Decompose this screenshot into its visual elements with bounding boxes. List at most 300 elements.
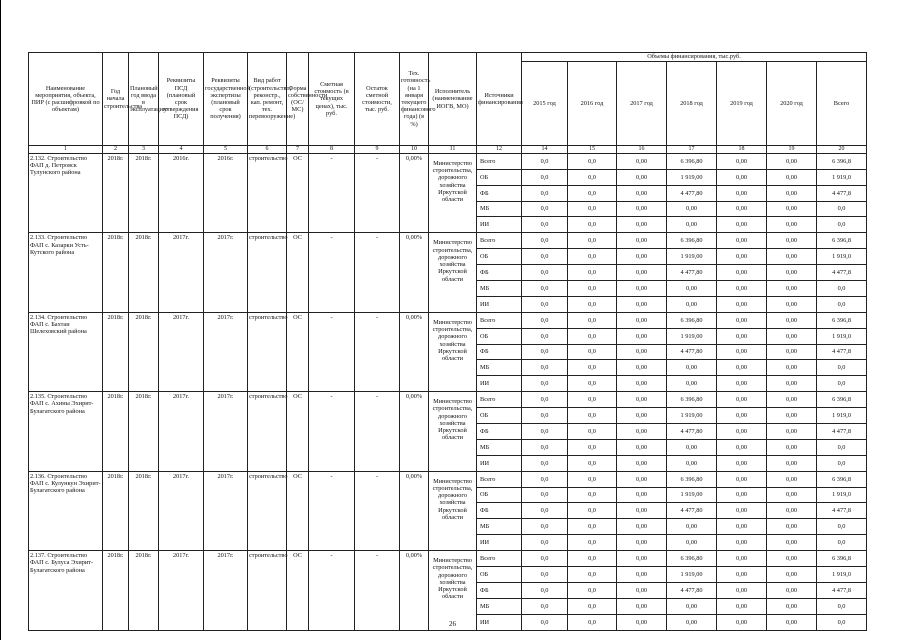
amount-cell: 0,00 — [617, 614, 667, 630]
amount-cell: 0,00 — [617, 535, 667, 551]
amount-cell: 0,0 — [817, 201, 867, 217]
amount-cell: 4 477,80 — [667, 503, 717, 519]
amount-cell: 0,0 — [568, 503, 617, 519]
amount-cell: 4 477,80 — [667, 582, 717, 598]
amount-cell: 0,00 — [717, 567, 767, 583]
remaining-cost: - — [355, 471, 400, 550]
amount-cell: 0,00 — [767, 281, 817, 297]
amount-cell: 0,00 — [717, 582, 767, 598]
table-row — [29, 312, 867, 328]
column-number: 10 — [400, 146, 429, 154]
psd-date: 2017г. — [159, 392, 204, 471]
amount-cell: 0,00 — [617, 217, 667, 233]
funding-source: ФБ — [477, 185, 522, 201]
amount-cell: 1 919,00 — [667, 249, 717, 265]
amount-cell: 0,0 — [568, 217, 617, 233]
psd-date: 2016г. — [159, 153, 204, 232]
amount-cell: 0,0 — [522, 201, 568, 217]
header-readiness: Тех. готовность (на 1 января текущего финансового года) (в %) — [400, 53, 429, 146]
amount-cell: 0,0 — [568, 551, 617, 567]
amount-cell: 0,00 — [717, 408, 767, 424]
amount-cell: 0,00 — [617, 153, 667, 169]
amount-cell: 0,0 — [817, 598, 867, 614]
start-year: 2018г. — [103, 233, 129, 312]
ownership: ОС — [287, 551, 309, 630]
amount-cell: 0,00 — [767, 551, 817, 567]
amount-cell: 0,0 — [522, 519, 568, 535]
ownership: ОС — [287, 233, 309, 312]
object-name: 2.137. Строительство ФАП с. Булуса Эхирит-Булагатского района — [29, 551, 103, 630]
amount-cell: 0,0 — [522, 312, 568, 328]
amount-cell: 0,00 — [617, 487, 667, 503]
amount-cell: 0,00 — [667, 598, 717, 614]
amount-cell: 0,00 — [617, 471, 667, 487]
funding-source: ОБ — [477, 169, 522, 185]
work-type: строительство — [248, 153, 287, 232]
funding-source: ОБ — [477, 249, 522, 265]
table-row — [29, 153, 867, 169]
amount-cell: 0,00 — [767, 265, 817, 281]
header-year: 2018 год — [667, 62, 717, 146]
column-number: 17 — [667, 146, 717, 154]
amount-cell: 0,0 — [522, 169, 568, 185]
amount-cell: 0,0 — [568, 487, 617, 503]
work-type: строительство — [248, 551, 287, 630]
amount-cell: 0,0 — [568, 598, 617, 614]
table-row — [29, 392, 867, 408]
amount-cell: 0,0 — [817, 281, 867, 297]
amount-cell: 0,0 — [522, 614, 568, 630]
start-year: 2018г. — [103, 153, 129, 232]
amount-cell: 0,00 — [717, 598, 767, 614]
executor: Министерство строительства, дорожного хозяйства Иркутской области — [429, 471, 477, 550]
column-number: 7 — [287, 146, 309, 154]
start-year: 2018г. — [103, 551, 129, 630]
funding-source: Всего — [477, 233, 522, 249]
psd-date: 2017г. — [159, 233, 204, 312]
readiness: 0,00% — [400, 551, 429, 630]
amount-cell: 0,0 — [522, 551, 568, 567]
remaining-cost: - — [355, 551, 400, 630]
amount-cell: 1 919,00 — [667, 408, 717, 424]
amount-cell: 0,00 — [617, 567, 667, 583]
funding-source: ФБ — [477, 265, 522, 281]
table-row — [29, 233, 867, 249]
amount-cell: 0,0 — [568, 233, 617, 249]
expertise-date: 2017г. — [204, 233, 248, 312]
expertise-date: 2017г. — [204, 551, 248, 630]
amount-cell: 0,0 — [568, 376, 617, 392]
object-name: 2.133. Строительство ФАП с. Казарки Усть-Кутского района — [29, 233, 103, 312]
amount-cell: 0,00 — [717, 455, 767, 471]
amount-cell: 0,00 — [717, 471, 767, 487]
amount-cell: 4 477,80 — [667, 265, 717, 281]
amount-cell: 4 477,80 — [667, 424, 717, 440]
funding-source: МБ — [477, 281, 522, 297]
amount-cell: 0,0 — [568, 344, 617, 360]
commission-year: 2018г. — [129, 233, 159, 312]
start-year: 2018г. — [103, 471, 129, 550]
amount-cell: 0,00 — [717, 217, 767, 233]
amount-cell: 0,0 — [568, 439, 617, 455]
amount-cell: 0,00 — [667, 614, 717, 630]
amount-cell: 4 477,80 — [667, 344, 717, 360]
amount-cell: 0,00 — [717, 185, 767, 201]
amount-cell: 0,00 — [617, 360, 667, 376]
amount-cell: 0,0 — [522, 328, 568, 344]
funding-source: МБ — [477, 598, 522, 614]
amount-cell: 0,0 — [568, 455, 617, 471]
funding-source: МБ — [477, 439, 522, 455]
amount-cell: 0,00 — [717, 281, 767, 297]
amount-cell: 0,00 — [767, 408, 817, 424]
commission-year: 2018г. — [129, 471, 159, 550]
header-sources: Источники финансирования — [477, 53, 522, 146]
amount-cell: 0,0 — [568, 265, 617, 281]
readiness: 0,00% — [400, 392, 429, 471]
column-number: 9 — [355, 146, 400, 154]
header-year: 2020 год — [767, 62, 817, 146]
page-number: 26 — [449, 620, 456, 628]
amount-cell: 0,0 — [568, 471, 617, 487]
funding-source: ОБ — [477, 487, 522, 503]
amount-cell: 0,00 — [617, 281, 667, 297]
amount-cell: 0,00 — [617, 392, 667, 408]
funding-source: Всего — [477, 551, 522, 567]
amount-cell: 0,00 — [767, 487, 817, 503]
amount-cell: 0,00 — [767, 519, 817, 535]
amount-cell: 0,00 — [667, 439, 717, 455]
funding-source: ОБ — [477, 408, 522, 424]
amount-cell: 0,0 — [522, 217, 568, 233]
amount-cell: 0,00 — [617, 312, 667, 328]
amount-cell: 0,0 — [568, 392, 617, 408]
object-name: 2.132. Строительство ФАП д. Петровск Тулунского района — [29, 153, 103, 232]
psd-date: 2017г. — [159, 551, 204, 630]
amount-cell: 0,0 — [568, 201, 617, 217]
executor: Министерство строительства, дорожного хозяйства Иркутской области — [429, 551, 477, 630]
amount-cell: 0,00 — [767, 455, 817, 471]
readiness: 0,00% — [400, 153, 429, 232]
header-estimated-cost: Сметная стоимость (в текущих ценах), тыс. руб. — [309, 53, 355, 146]
amount-cell: 0,00 — [767, 185, 817, 201]
header-commission-year: Плановый год ввода в эксплуатацию — [129, 53, 159, 146]
funding-source: ФБ — [477, 424, 522, 440]
column-number: 16 — [617, 146, 667, 154]
amount-cell: 0,00 — [717, 265, 767, 281]
column-number: 15 — [568, 146, 617, 154]
funding-source: ИИ — [477, 455, 522, 471]
funding-source: МБ — [477, 519, 522, 535]
funding-source: ФБ — [477, 344, 522, 360]
amount-cell: 0,0 — [568, 153, 617, 169]
amount-cell: 0,0 — [522, 265, 568, 281]
executor: Министерство строительства, дорожного хозяйства Иркутской области — [429, 312, 477, 391]
amount-cell: 0,00 — [767, 312, 817, 328]
amount-cell: 0,00 — [617, 201, 667, 217]
column-number: 12 — [477, 146, 522, 154]
amount-cell: 0,00 — [667, 281, 717, 297]
funding-source: Всего — [477, 312, 522, 328]
amount-cell: 0,00 — [717, 233, 767, 249]
amount-cell: 0,00 — [617, 376, 667, 392]
amount-cell: 0,00 — [667, 296, 717, 312]
amount-cell: 0,00 — [767, 614, 817, 630]
estimated-cost: - — [309, 551, 355, 630]
amount-cell: 1 919,0 — [817, 328, 867, 344]
amount-cell: 0,00 — [667, 376, 717, 392]
amount-cell: 0,00 — [617, 249, 667, 265]
amount-cell: 0,00 — [617, 265, 667, 281]
amount-cell: 0,0 — [522, 598, 568, 614]
column-number: 2 — [103, 146, 129, 154]
amount-cell: 0,0 — [522, 424, 568, 440]
amount-cell: 1 919,0 — [817, 249, 867, 265]
amount-cell: 0,00 — [767, 582, 817, 598]
amount-cell: 4 477,8 — [817, 185, 867, 201]
amount-cell: 0,00 — [717, 360, 767, 376]
amount-cell: 0,00 — [717, 392, 767, 408]
amount-cell: 0,00 — [767, 249, 817, 265]
table-body — [29, 153, 867, 630]
amount-cell: 0,0 — [568, 312, 617, 328]
amount-cell: 0,00 — [767, 217, 817, 233]
amount-cell: 0,0 — [817, 439, 867, 455]
psd-date: 2017г. — [159, 312, 204, 391]
amount-cell: 0,00 — [767, 296, 817, 312]
amount-cell: 0,0 — [568, 169, 617, 185]
amount-cell: 0,00 — [767, 439, 817, 455]
amount-cell: 0,00 — [767, 376, 817, 392]
estimated-cost: - — [309, 153, 355, 232]
amount-cell: 0,00 — [617, 598, 667, 614]
amount-cell: 0,00 — [767, 169, 817, 185]
column-number: 4 — [159, 146, 204, 154]
amount-cell: 0,0 — [522, 455, 568, 471]
amount-cell: 0,00 — [717, 296, 767, 312]
amount-cell: 0,0 — [568, 567, 617, 583]
amount-cell: 0,0 — [522, 376, 568, 392]
amount-cell: 0,0 — [522, 249, 568, 265]
amount-cell: 0,00 — [767, 344, 817, 360]
amount-cell: 0,0 — [817, 455, 867, 471]
amount-cell: 0,00 — [767, 201, 817, 217]
amount-cell: 0,00 — [717, 169, 767, 185]
start-year: 2018г. — [103, 312, 129, 391]
amount-cell: 0,00 — [767, 567, 817, 583]
amount-cell: 0,0 — [568, 614, 617, 630]
amount-cell: 0,0 — [817, 535, 867, 551]
amount-cell: 0,00 — [617, 503, 667, 519]
estimated-cost: - — [309, 392, 355, 471]
amount-cell: 0,0 — [568, 424, 617, 440]
amount-cell: 0,00 — [617, 408, 667, 424]
amount-cell: 1 919,00 — [667, 169, 717, 185]
amount-cell: 0,00 — [717, 344, 767, 360]
table-row — [29, 471, 867, 487]
object-name: 2.136. Строительство ФАП с. Кулункун Эхирит-Булагатского района — [29, 471, 103, 550]
work-type: строительство — [248, 233, 287, 312]
amount-cell: 6 396,8 — [817, 312, 867, 328]
amount-cell: 4 477,8 — [817, 582, 867, 598]
amount-cell: 0,0 — [817, 360, 867, 376]
amount-cell: 6 396,8 — [817, 551, 867, 567]
amount-cell: 0,0 — [568, 408, 617, 424]
amount-cell: 0,00 — [717, 519, 767, 535]
start-year: 2018г. — [103, 392, 129, 471]
amount-cell: 0,0 — [522, 281, 568, 297]
amount-cell: 0,00 — [667, 201, 717, 217]
amount-cell: 0,00 — [617, 344, 667, 360]
work-type: строительство — [248, 392, 287, 471]
amount-cell: 6 396,8 — [817, 153, 867, 169]
amount-cell: 1 919,0 — [817, 169, 867, 185]
amount-cell: 0,0 — [522, 360, 568, 376]
amount-cell: 0,00 — [767, 392, 817, 408]
header-financing-group: Объемы финансирования, тыс.руб. — [522, 53, 867, 62]
expertise-date: 2016г. — [204, 153, 248, 232]
column-number: 19 — [767, 146, 817, 154]
amount-cell: 0,0 — [568, 296, 617, 312]
remaining-cost: - — [355, 153, 400, 232]
funding-source: ИИ — [477, 376, 522, 392]
amount-cell: 0,0 — [522, 153, 568, 169]
object-name: 2.135. Строительство ФАП с. Ахины Эхирит-Булагатского района — [29, 392, 103, 471]
amount-cell: 0,00 — [617, 551, 667, 567]
executor: Министерство строительства, дорожного хозяйства Иркутской области — [429, 233, 477, 312]
column-number: 5 — [204, 146, 248, 154]
header-year: 2016 год — [568, 62, 617, 146]
amount-cell: 0,00 — [767, 328, 817, 344]
amount-cell: 0,00 — [617, 582, 667, 598]
amount-cell: 0,00 — [717, 614, 767, 630]
amount-cell: 4 477,8 — [817, 265, 867, 281]
amount-cell: 0,0 — [568, 519, 617, 535]
amount-cell: 0,00 — [617, 233, 667, 249]
funding-source: ОБ — [477, 567, 522, 583]
amount-cell: 0,0 — [522, 344, 568, 360]
amount-cell: 0,0 — [522, 392, 568, 408]
amount-cell: 1 919,00 — [667, 567, 717, 583]
amount-cell: 0,0 — [522, 567, 568, 583]
amount-cell: 6 396,80 — [667, 312, 717, 328]
column-number: 8 — [309, 146, 355, 154]
amount-cell: 1 919,0 — [817, 487, 867, 503]
table-row — [29, 551, 867, 567]
header-name: Наименование мероприятия, объекта, ПИР (с расшифровкой по объектам) — [29, 53, 103, 146]
column-numbers-row — [29, 146, 867, 154]
amount-cell: 6 396,8 — [817, 471, 867, 487]
amount-cell: 0,0 — [522, 535, 568, 551]
funding-source: Всего — [477, 392, 522, 408]
amount-cell: 1 919,00 — [667, 328, 717, 344]
amount-cell: 0,00 — [717, 439, 767, 455]
funding-source: Всего — [477, 471, 522, 487]
funding-source: ИИ — [477, 296, 522, 312]
column-number: 3 — [129, 146, 159, 154]
amount-cell: 0,00 — [767, 503, 817, 519]
funding-source: ИИ — [477, 217, 522, 233]
funding-source: ОБ — [477, 328, 522, 344]
amount-cell: 0,00 — [767, 233, 817, 249]
amount-cell: 1 919,0 — [817, 408, 867, 424]
amount-cell: 0,00 — [717, 249, 767, 265]
header-start-year: Год начала строительства — [103, 53, 129, 146]
amount-cell: 0,0 — [522, 296, 568, 312]
commission-year: 2018г. — [129, 551, 159, 630]
amount-cell: 4 477,80 — [667, 185, 717, 201]
amount-cell: 0,00 — [767, 471, 817, 487]
header-remaining-cost: Остаток сметной стоимости, тыс. руб. — [355, 53, 400, 146]
column-number: 6 — [248, 146, 287, 154]
header-year: 2019 год — [717, 62, 767, 146]
amount-cell: 0,0 — [568, 249, 617, 265]
readiness: 0,00% — [400, 233, 429, 312]
remaining-cost: - — [355, 312, 400, 391]
amount-cell: 0,0 — [568, 328, 617, 344]
funding-source: ФБ — [477, 582, 522, 598]
header-expertise: Реквизиты государственной экспертизы (плановый срок получения) — [204, 53, 248, 146]
page-left-edge — [0, 0, 1, 640]
amount-cell: 0,0 — [817, 376, 867, 392]
amount-cell: 0,0 — [817, 519, 867, 535]
amount-cell: 4 477,8 — [817, 503, 867, 519]
header-year: 2015 год — [522, 62, 568, 146]
header-work-type: Вид работ (строительство, реконстр., кап. ремонт, тех. перевооружение) — [248, 53, 287, 146]
amount-cell: 0,00 — [617, 519, 667, 535]
amount-cell: 0,0 — [568, 360, 617, 376]
amount-cell: 0,0 — [817, 296, 867, 312]
commission-year: 2018г. — [129, 392, 159, 471]
column-number: 14 — [522, 146, 568, 154]
amount-cell: 1 919,0 — [817, 567, 867, 583]
amount-cell: 1 919,00 — [667, 487, 717, 503]
funding-source: МБ — [477, 201, 522, 217]
amount-cell: 0,00 — [617, 328, 667, 344]
amount-cell: 0,00 — [767, 153, 817, 169]
amount-cell: 0,00 — [667, 455, 717, 471]
amount-cell: 0,0 — [522, 503, 568, 519]
column-number: 20 — [817, 146, 867, 154]
amount-cell: 0,0 — [522, 471, 568, 487]
amount-cell: 0,00 — [617, 169, 667, 185]
commission-year: 2018г. — [129, 312, 159, 391]
estimated-cost: - — [309, 233, 355, 312]
ownership: ОС — [287, 312, 309, 391]
amount-cell: 0,00 — [717, 153, 767, 169]
amount-cell: 0,00 — [667, 535, 717, 551]
amount-cell: 0,00 — [717, 551, 767, 567]
amount-cell: 0,00 — [667, 217, 717, 233]
work-type: строительство — [248, 312, 287, 391]
header-psd: Реквизиты ПСД (плановый срок утверждения ПСД) — [159, 53, 204, 146]
expertise-date: 2017г. — [204, 471, 248, 550]
amount-cell: 4 477,8 — [817, 344, 867, 360]
funding-source: Всего — [477, 153, 522, 169]
amount-cell: 0,00 — [617, 296, 667, 312]
expertise-date: 2017г. — [204, 312, 248, 391]
header-executor: Исполнитель (наименование ИОГВ, МО) — [429, 53, 477, 146]
amount-cell: 0,00 — [667, 519, 717, 535]
amount-cell: 0,00 — [717, 201, 767, 217]
psd-date: 2017г. — [159, 471, 204, 550]
estimated-cost: - — [309, 312, 355, 391]
funding-source: МБ — [477, 360, 522, 376]
amount-cell: 4 477,8 — [817, 424, 867, 440]
amount-cell: 0,00 — [767, 360, 817, 376]
amount-cell: 0,0 — [522, 582, 568, 598]
amount-cell: 0,00 — [617, 424, 667, 440]
